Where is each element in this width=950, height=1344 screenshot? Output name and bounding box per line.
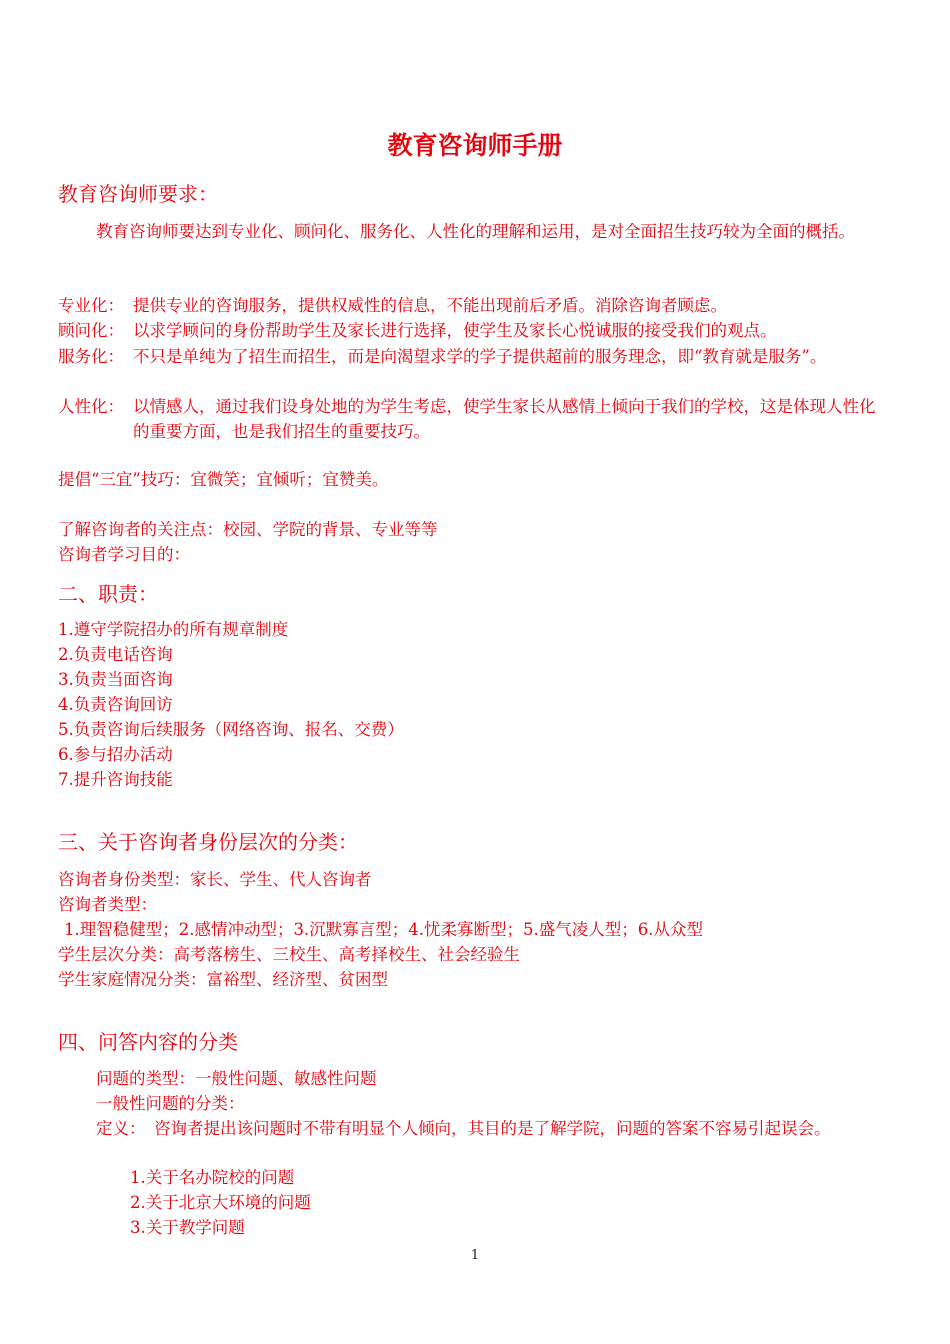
definition-term: 人性化：	[58, 397, 124, 416]
section2-heading: 二、职责：	[58, 582, 158, 606]
section1-heading: 教育咨询师要求：	[58, 182, 218, 206]
list-item: 5.负责咨询后续服务（网络咨询、报名、交费）	[58, 720, 404, 739]
definition-service	[58, 344, 891, 369]
definition-text: 以情感人，通过我们设身处地的为学生考虑，使学生家长从感情上倾向于我们的学校，这是体现人性化的重要方面，也是我们招生的重要技巧。	[133, 397, 876, 441]
list-item: 2.关于北京大环境的问题	[130, 1193, 311, 1212]
definition-term: 专业化：	[58, 296, 124, 315]
list-item: 1.关于名办院校的问题	[130, 1168, 295, 1187]
definition-text: 咨询者提出该问题时不带有明显个人倾向，其目的是了解学院，问题的答案不容易引起误会。	[154, 1119, 831, 1138]
definition-term: 服务化：	[58, 347, 124, 366]
focus-points: 了解咨询者的关注点：校园、学院的背景、专业等等	[58, 520, 438, 539]
list-item: 3.负责当面咨询	[58, 670, 173, 689]
definition-professional	[58, 293, 891, 318]
section3-heading: 三、关于咨询者身份层次的分类：	[58, 830, 358, 854]
definition-text: 以求学顾问的身份帮助学生及家长进行选择，使学生及家长心悦诚服的接受我们的观点。	[133, 321, 777, 340]
list-item: 6.参与招办活动	[58, 745, 173, 764]
section1-intro: 教育咨询师要达到专业化、顾问化、服务化、人性化的理解和运用，是对全面招生技巧较为全面的概括。	[96, 222, 855, 241]
definition-text: 不只是单纯为了招生而招生，而是向渴望求学的学子提供超前的服务理念，即“教育就是服务”。	[133, 347, 827, 366]
definition-consultant	[58, 318, 891, 343]
document-title: 教育咨询师手册	[387, 131, 563, 160]
general-question-label: 一般性问题的分类：	[96, 1094, 245, 1113]
section4-heading: 四、问答内容的分类	[58, 1030, 238, 1054]
definition-term: 定义：	[96, 1119, 146, 1138]
general-question-definition	[96, 1116, 892, 1141]
list-item: 2.负责电话咨询	[58, 645, 173, 664]
tip-three-yi: 提倡“三宜”技巧：宜微笑；宜倾听；宜赞美。	[58, 470, 389, 489]
list-item: 1.遵守学院招办的所有规章制度	[58, 620, 289, 639]
consultant-types: 1.理智稳健型；2.感情冲动型；3.沉默寡言型；4.忧柔寡断型；5.盛气凌人型；6.从众型	[64, 920, 703, 939]
identity-types: 咨询者身份类型：家长、学生、代人咨询者	[58, 870, 372, 889]
list-item: 3.关于教学问题	[130, 1218, 245, 1237]
learning-purpose: 咨询者学习目的：	[58, 545, 190, 564]
list-item: 7.提升咨询技能	[58, 770, 173, 789]
student-levels: 学生层次分类：高考落榜生、三校生、高考择校生、社会经验生	[58, 945, 520, 964]
question-types: 问题的类型：一般性问题、敏感性问题	[96, 1069, 377, 1088]
family-status: 学生家庭情况分类：富裕型、经济型、贫困型	[58, 970, 388, 989]
page-number: 1	[470, 1248, 480, 1263]
consultant-types-label: 咨询者类型：	[58, 895, 157, 914]
definition-term: 顾问化：	[58, 321, 124, 340]
definition-humanized	[58, 394, 891, 444]
list-item: 4.负责咨询回访	[58, 695, 173, 714]
definition-text: 提供专业的咨询服务，提供权威性的信息，不能出现前后矛盾。消除咨询者顾虑。	[133, 296, 727, 315]
